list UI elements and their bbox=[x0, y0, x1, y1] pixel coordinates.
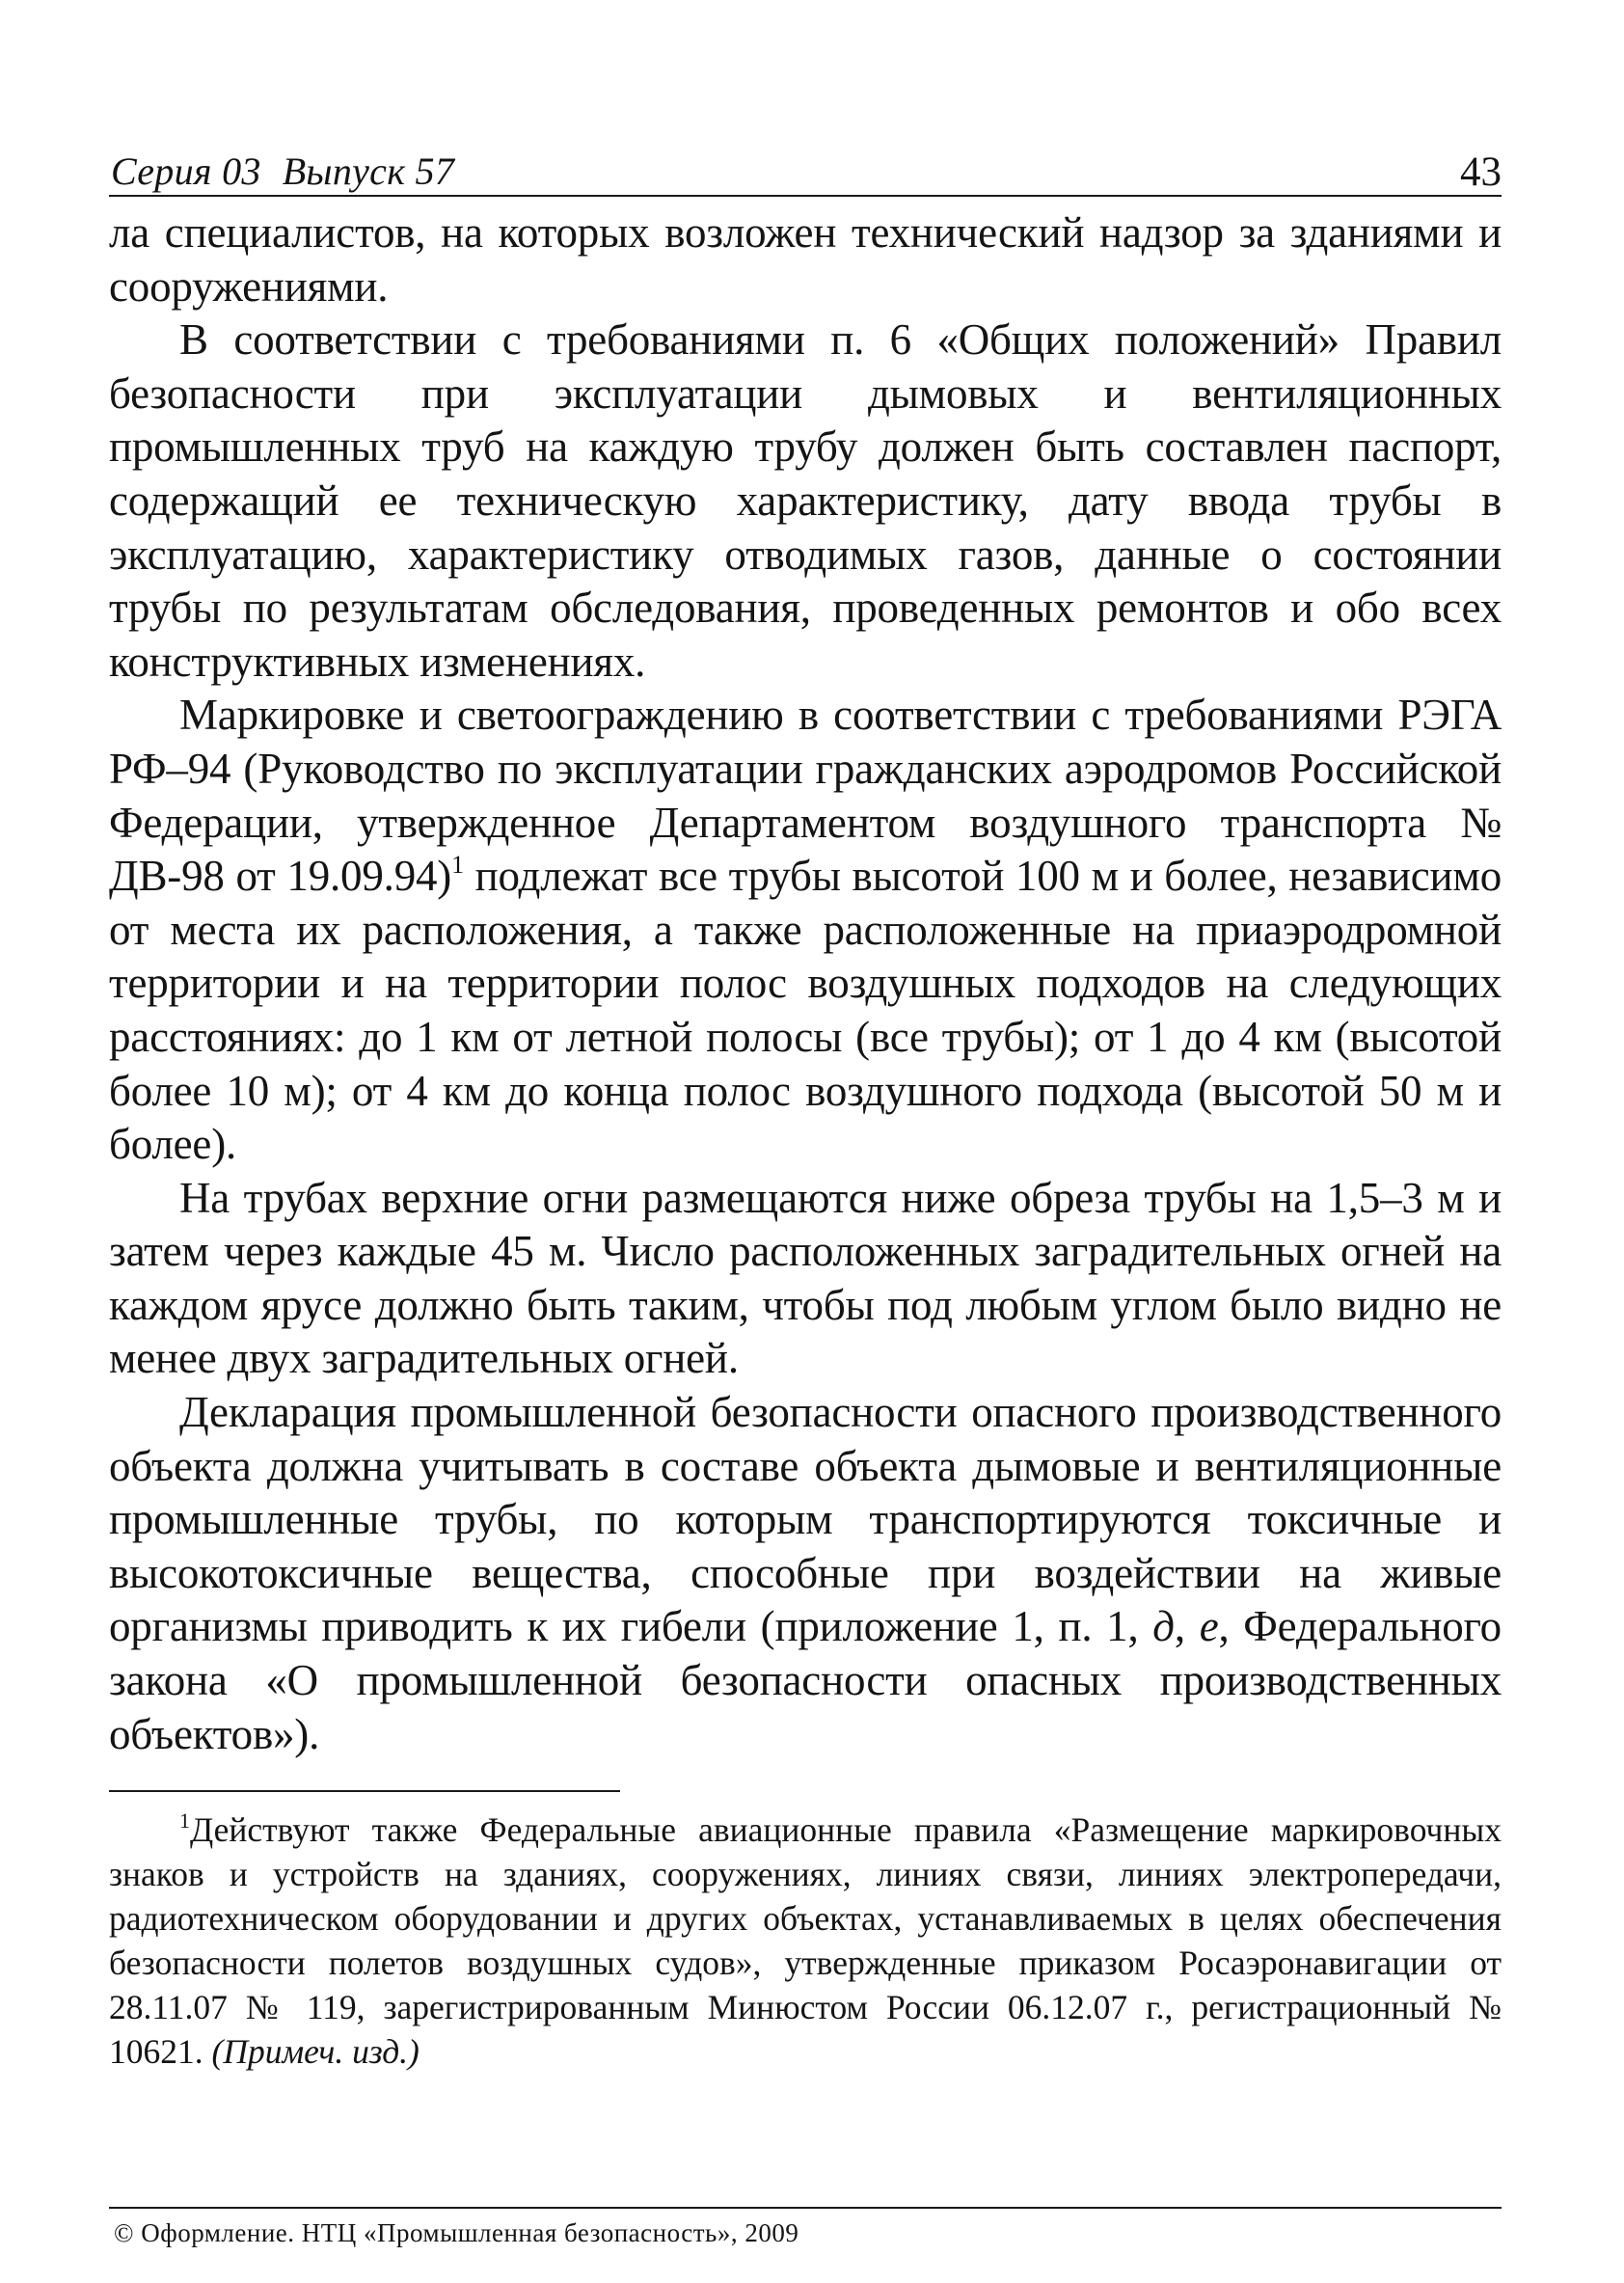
paragraph-declaration-text-a: Декларация промышленной безопасности опасного производственного объекта должна учитывать в составе объекта дымовые и вентиляционные промышленные трубы, по которым транспортируются токсичные и высокотоксичные вещества, способные при воздействии на живые организмы приводить к их гибели (приложение 1, п. 1, bbox=[109, 1388, 1502, 1651]
clause-separator: , bbox=[1174, 1602, 1200, 1651]
clause-letter-e: е bbox=[1199, 1602, 1219, 1651]
paragraph-declaration bbox=[109, 1386, 1502, 1761]
paragraph-marking-text-a: Маркировке и светоограждению в соответствии с требованиями РЭГА РФ–94 (Руководство по эксплуатации гражданских аэродромов Российской Федерации, утвержденное Департаментом воздушного транспорта № ДВ-98 от 19.09.94) bbox=[109, 691, 1502, 901]
footnote bbox=[109, 1807, 1502, 2074]
series-info bbox=[111, 149, 455, 193]
issue-label: Выпуск 57 bbox=[282, 149, 455, 193]
footnote-divider bbox=[109, 1790, 620, 1792]
paragraph-lights: На трубах верхние огни размещаются ниже обреза трубы на 1,5–3 м и затем через каждые 45 м. Число расположенных заградительных огней на каждом ярусе должно быть таким, чтобы под любым углом было видно не менее двух заградительных огней. bbox=[109, 1173, 1502, 1383]
editor-note: (Примеч. изд.) bbox=[211, 2032, 420, 2072]
clause-letter-d: д bbox=[1152, 1602, 1175, 1651]
page bbox=[109, 135, 1502, 2074]
series-label: Серия 03 bbox=[111, 149, 261, 193]
page-number: 43 bbox=[1460, 149, 1502, 195]
body-text bbox=[109, 206, 1502, 1761]
footnote-marker: 1 bbox=[179, 1808, 190, 1834]
paragraph-passport: В соответствии с требованиями п. 6 «Общих положений» Правил безопасности при эксплуатации дымовых и вентиляционных промышленных труб на каждую трубу должен быть составлен паспорт, содержащий ее техническую характеристику, дату ввода трубы в эксплуатацию, характеристику отводимых газов, данные о состоянии трубы по результатам обследования, проведенных ремонтов и обо всех конструктивных изменениях. bbox=[109, 315, 1502, 686]
running-head bbox=[109, 135, 1502, 197]
paragraph-marking bbox=[109, 689, 1502, 1171]
copyright-divider bbox=[109, 2207, 1502, 2209]
copyright-notice: © Оформление. НТЦ «Промышленная безопасность», 2009 bbox=[114, 2218, 799, 2247]
footnote-text: Действуют также Федеральные авиационные правила «Размещение маркировочных знаков и устройств на зданиях, сооружениях, линиях связи, линиях электропередачи, радиотехническом оборудовании и других объектах, устанавливаемых в целях обеспечения безопасности полетов воздушных судов», утвержденные приказом Росаэронавигации от 28.11.07 № 119, зарегистрированным Минюстом России 06.12.07 г., регистрационный № 10621. bbox=[109, 1810, 1502, 2072]
footnote-reference: 1 bbox=[451, 851, 464, 880]
paragraph-continued: ла специалистов, на которых возложен технический надзор за зданиями и сооружениями. bbox=[109, 208, 1502, 311]
paragraph-declaration-text-b: , Федерального закона «О промышленной безопасности опасных производственных объектов»). bbox=[109, 1602, 1502, 1758]
paragraph-marking-text-b: подлежат все трубы высотой 100 м и более, независимо от места их расположения, а также расположенные на приаэродромной территории и на территории полос воздушных подходов на следующих расстояниях: до 1 км от летной полосы (все трубы); от 1 до 4 км (высотой более 10 м); от 4 км до конца полос воздушного подхода (высотой 50 м и более). bbox=[109, 852, 1502, 1169]
